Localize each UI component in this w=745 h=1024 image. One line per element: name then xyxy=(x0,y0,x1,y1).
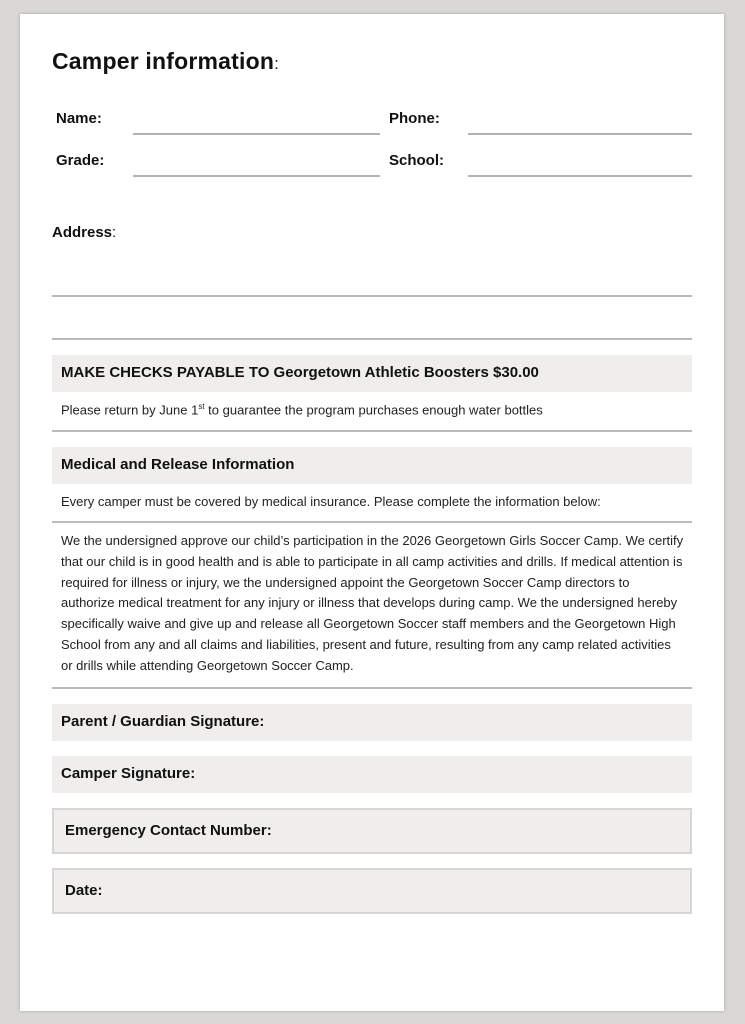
address-label xyxy=(52,224,116,241)
school-field[interactable] xyxy=(468,175,692,177)
parent-signature-label: Parent / Guardian Signature: xyxy=(61,713,265,730)
insurance-note: Every camper must be covered by medical insurance. Please complete the information below: xyxy=(61,494,601,509)
return-note-end: to guarantee the program purchases enough water bottles xyxy=(204,402,543,418)
payment-banner xyxy=(52,355,692,392)
page-title xyxy=(52,48,279,75)
form-page xyxy=(20,14,724,1011)
name-field[interactable] xyxy=(133,133,380,135)
payment-heading: MAKE CHECKS PAYABLE TO Georgetown Athletic Boosters $30.00 xyxy=(61,364,539,381)
phone-field[interactable] xyxy=(468,133,692,135)
date-field[interactable] xyxy=(52,868,692,914)
emergency-contact-label: Emergency Contact Number: xyxy=(65,822,272,839)
divider xyxy=(52,430,692,432)
address-label-colon: : xyxy=(112,224,117,241)
address-line-2[interactable] xyxy=(52,338,692,340)
camper-signature-field[interactable] xyxy=(52,756,692,793)
return-note xyxy=(61,402,543,417)
parent-signature-field[interactable] xyxy=(52,704,692,741)
grade-label: Grade: xyxy=(56,152,105,169)
phone-label: Phone: xyxy=(389,110,440,127)
name-label: Name: xyxy=(56,110,102,127)
return-note-start: Please return by June 1 xyxy=(61,402,199,418)
page-title-text: Camper information xyxy=(52,48,275,74)
date-label: Date: xyxy=(65,882,103,899)
divider xyxy=(52,687,692,689)
school-label: School: xyxy=(389,152,444,169)
medical-heading: Medical and Release Information xyxy=(61,456,295,473)
page-title-colon: : xyxy=(274,54,280,73)
return-note-sup: st xyxy=(198,402,205,411)
release-statement: We the undersigned approve our child’s participation in the 2026 Georgetown Girls Soccer Camp. We certify that our child is in good health and is able to participate in all camp activities and drills. If medical attention is required for illness or injury, we the undersigned appoint the Georgetown Soccer Camp directors to authorize medical treatment for any injury or illness that develops during camp. We the undersigned hereby specifically waive and give up and release all Georgetown Soccer staff members and the Georgetown High School from any and all claims and liabilities, present and future, resulting from any camp related activities or drills while attending Georgetown Soccer Camp. xyxy=(61,533,684,673)
camper-signature-label: Camper Signature: xyxy=(61,765,196,782)
address-label-text: Address xyxy=(52,224,113,241)
address-line-1[interactable] xyxy=(52,295,692,297)
emergency-contact-field[interactable] xyxy=(52,808,692,854)
divider xyxy=(52,521,692,523)
grade-field[interactable] xyxy=(133,175,380,177)
medical-banner xyxy=(52,447,692,484)
